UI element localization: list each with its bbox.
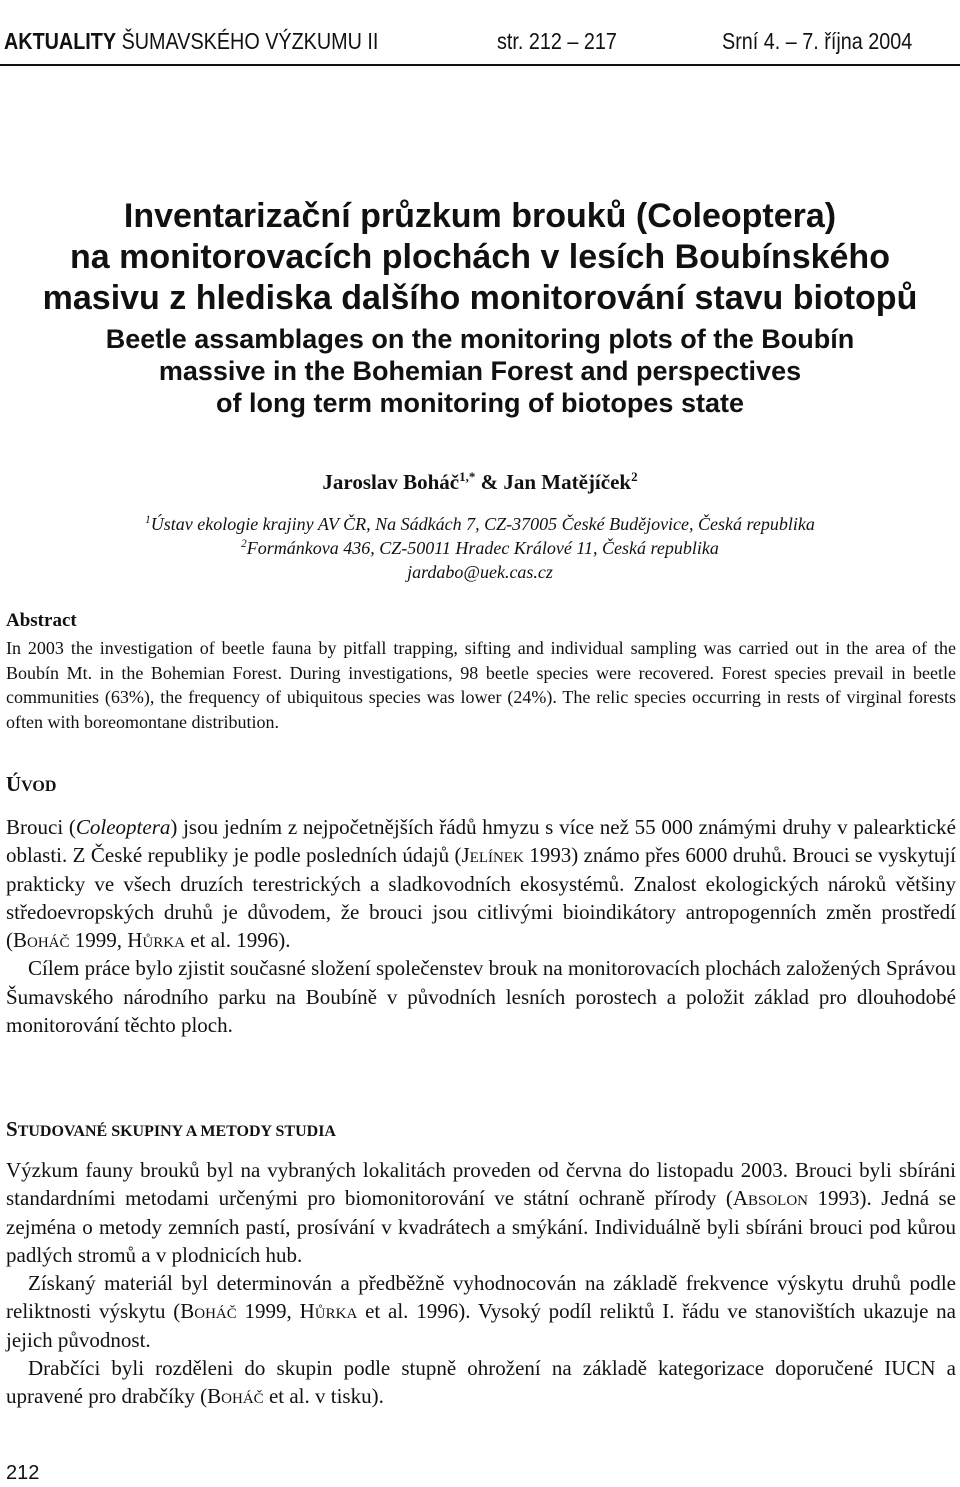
- text-run: 1993). Jedná se zejména o metody zemních pastí, prosívání v kvadrátech a smýkání. Individuálně byli sbíráni brouci pod kůrou padlých stromů a v plodnicích hub.: [6, 1186, 956, 1267]
- section-body-methods: [6, 1156, 956, 1411]
- citation-author: Hůrka: [299, 1299, 358, 1324]
- text-run: 1999,: [69, 928, 128, 953]
- affiliation-mark: 1: [145, 514, 151, 526]
- affiliation-text: Formánkova 436, CZ-50011 Hradec Králové 11, Česká republika: [246, 538, 719, 558]
- citation-author: Boháč: [180, 1299, 237, 1324]
- affiliation-text: Ústav ekologie krajiny AV ČR, Na Sádkách 7, CZ-37005 České Budějovice, Česká republika: [150, 514, 815, 534]
- title-cz-line: na monitorovacích plochách v lesích Boubínského: [70, 238, 890, 276]
- abstract-heading: Abstract: [6, 610, 77, 631]
- text-run: 1993) známo přes 6000 druhů. Brouci se vyskytují prakticky ve všech druzích terestrických a sladkovodních ekosystémů. Znalost ekologických nároků většiny středoevropských druhů je důvodem, že brouci jsou citlivými bioindikátory antropogenních změn prostředí (: [6, 843, 956, 953]
- paragraph: [6, 1354, 956, 1411]
- paragraph: [6, 813, 956, 954]
- citation-author: Hůrka: [127, 928, 185, 953]
- section-heading-methods: [6, 1117, 336, 1142]
- title-cz-line: masivu z hlediska dalšího monitorování stavu biotopů: [42, 279, 918, 317]
- paragraph: [6, 1156, 956, 1269]
- author-list: [0, 470, 960, 495]
- affiliation-mark: 2: [241, 538, 247, 550]
- abstract-text: In 2003 the investigation of beetle fauna by pitfall trapping, sifting and individual sampling was carried out in the area of the Boubín Mt. in the Bohemian Forest. During investigations, 98 beetle species were recovered. Forest species prevail in beetle communities (63%), the frequency of ubiquitous species was lower (24%). The relic species occurring in rests of virginal forests often with boreomontane distribution.: [6, 638, 956, 732]
- text-run: et al. v tisku).: [263, 1384, 384, 1409]
- title-cz: [0, 196, 960, 319]
- section-body-uvod: [6, 813, 956, 1039]
- heading-rest: TUDOVANÉ SKUPINY A METODY STUDIA: [17, 1123, 336, 1140]
- affiliation-2: [0, 536, 960, 560]
- title-en: [0, 323, 960, 419]
- taxon-name: Coleoptera: [75, 815, 171, 839]
- text-run: Výzkum fauny brouků byl na vybraných lokalitách proveden od června do listopadu 2003. Brouci byli sbíráni standardními metodami určenými pro biomonitorování ve státní ochraně přírody (: [6, 1158, 956, 1211]
- citation-author: Boháč: [207, 1384, 264, 1409]
- citation-author: Absolon: [732, 1186, 808, 1211]
- heading-cap: Ú: [6, 772, 22, 796]
- text-run: Drabčíci byli rozděleni do skupin podle stupně ohrožení na základě kategorizace doporučené IUCN a upravené pro drabčíky (: [6, 1356, 956, 1409]
- header-series-bold: AKTUALITY: [4, 28, 117, 54]
- text-run: 1999,: [236, 1299, 300, 1324]
- heading-rest: VOD: [21, 778, 57, 795]
- section-heading-uvod: [6, 772, 56, 797]
- title-en-line: Beetle assamblages on the monitoring plots of the Boubín: [105, 324, 855, 354]
- paragraph: Cílem práce bylo zjistit současné složení společenstev brouk na monitorovacích plochách založených Správou Šumavského národního parku na Boubíně v původních lesních porostech a položit základ pro dlouhodobé monitorování těchto ploch.: [6, 956, 956, 1038]
- header-pages: str. 212 – 217: [497, 28, 617, 54]
- text-run: ) jsou jedním z nejpočetnějších řádů hmyzu s více než 55 000 známými druhy v palearktické oblasti. Z České republiky je podle posledních údajů (: [6, 815, 956, 868]
- running-header: [0, 22, 960, 66]
- paragraph: [6, 1269, 956, 1354]
- heading-cap: S: [6, 1117, 18, 1141]
- header-series: [4, 28, 378, 55]
- title-en-line: of long term monitoring of biotopes state: [216, 388, 744, 418]
- citation-author: Boháč: [13, 928, 70, 953]
- affiliation-1: [0, 512, 960, 536]
- author-affil-mark: 1,*: [459, 469, 476, 484]
- text-run: Brouci (: [6, 815, 76, 839]
- email[interactable]: jardabo@uek.cas.cz: [407, 562, 553, 582]
- text-run: Získaný materiál byl determinován a předběžně vyhodnocován na základě frekvence výskytu druhů podle reliktnosti výskytu (: [6, 1271, 956, 1324]
- citation-author: Jelínek: [461, 843, 524, 868]
- header-place-date: Srní 4. – 7. října 2004: [722, 28, 913, 54]
- text-run: et al. 1996).: [184, 928, 291, 953]
- title-en-line: massive in the Bohemian Forest and perspectives: [158, 356, 802, 386]
- author-name: Jaroslav Boháč: [322, 470, 460, 494]
- text-run: et al. 1996). Vysoký podíl reliktů I. řádu ve stanovištích ukazuje na jejich původnost.: [6, 1299, 957, 1352]
- author-name: Jan Matějíček: [503, 470, 632, 494]
- header-series-rest: ŠUMAVSKÉHO VÝZKUMU II: [121, 28, 379, 54]
- title-cz-line: Inventarizační průzkum brouků (Coleoptera): [123, 197, 837, 235]
- page-number: 212: [6, 1462, 40, 1484]
- author-separator: &: [475, 470, 504, 494]
- author-affil-mark: 2: [631, 469, 638, 484]
- article-title: [0, 196, 960, 419]
